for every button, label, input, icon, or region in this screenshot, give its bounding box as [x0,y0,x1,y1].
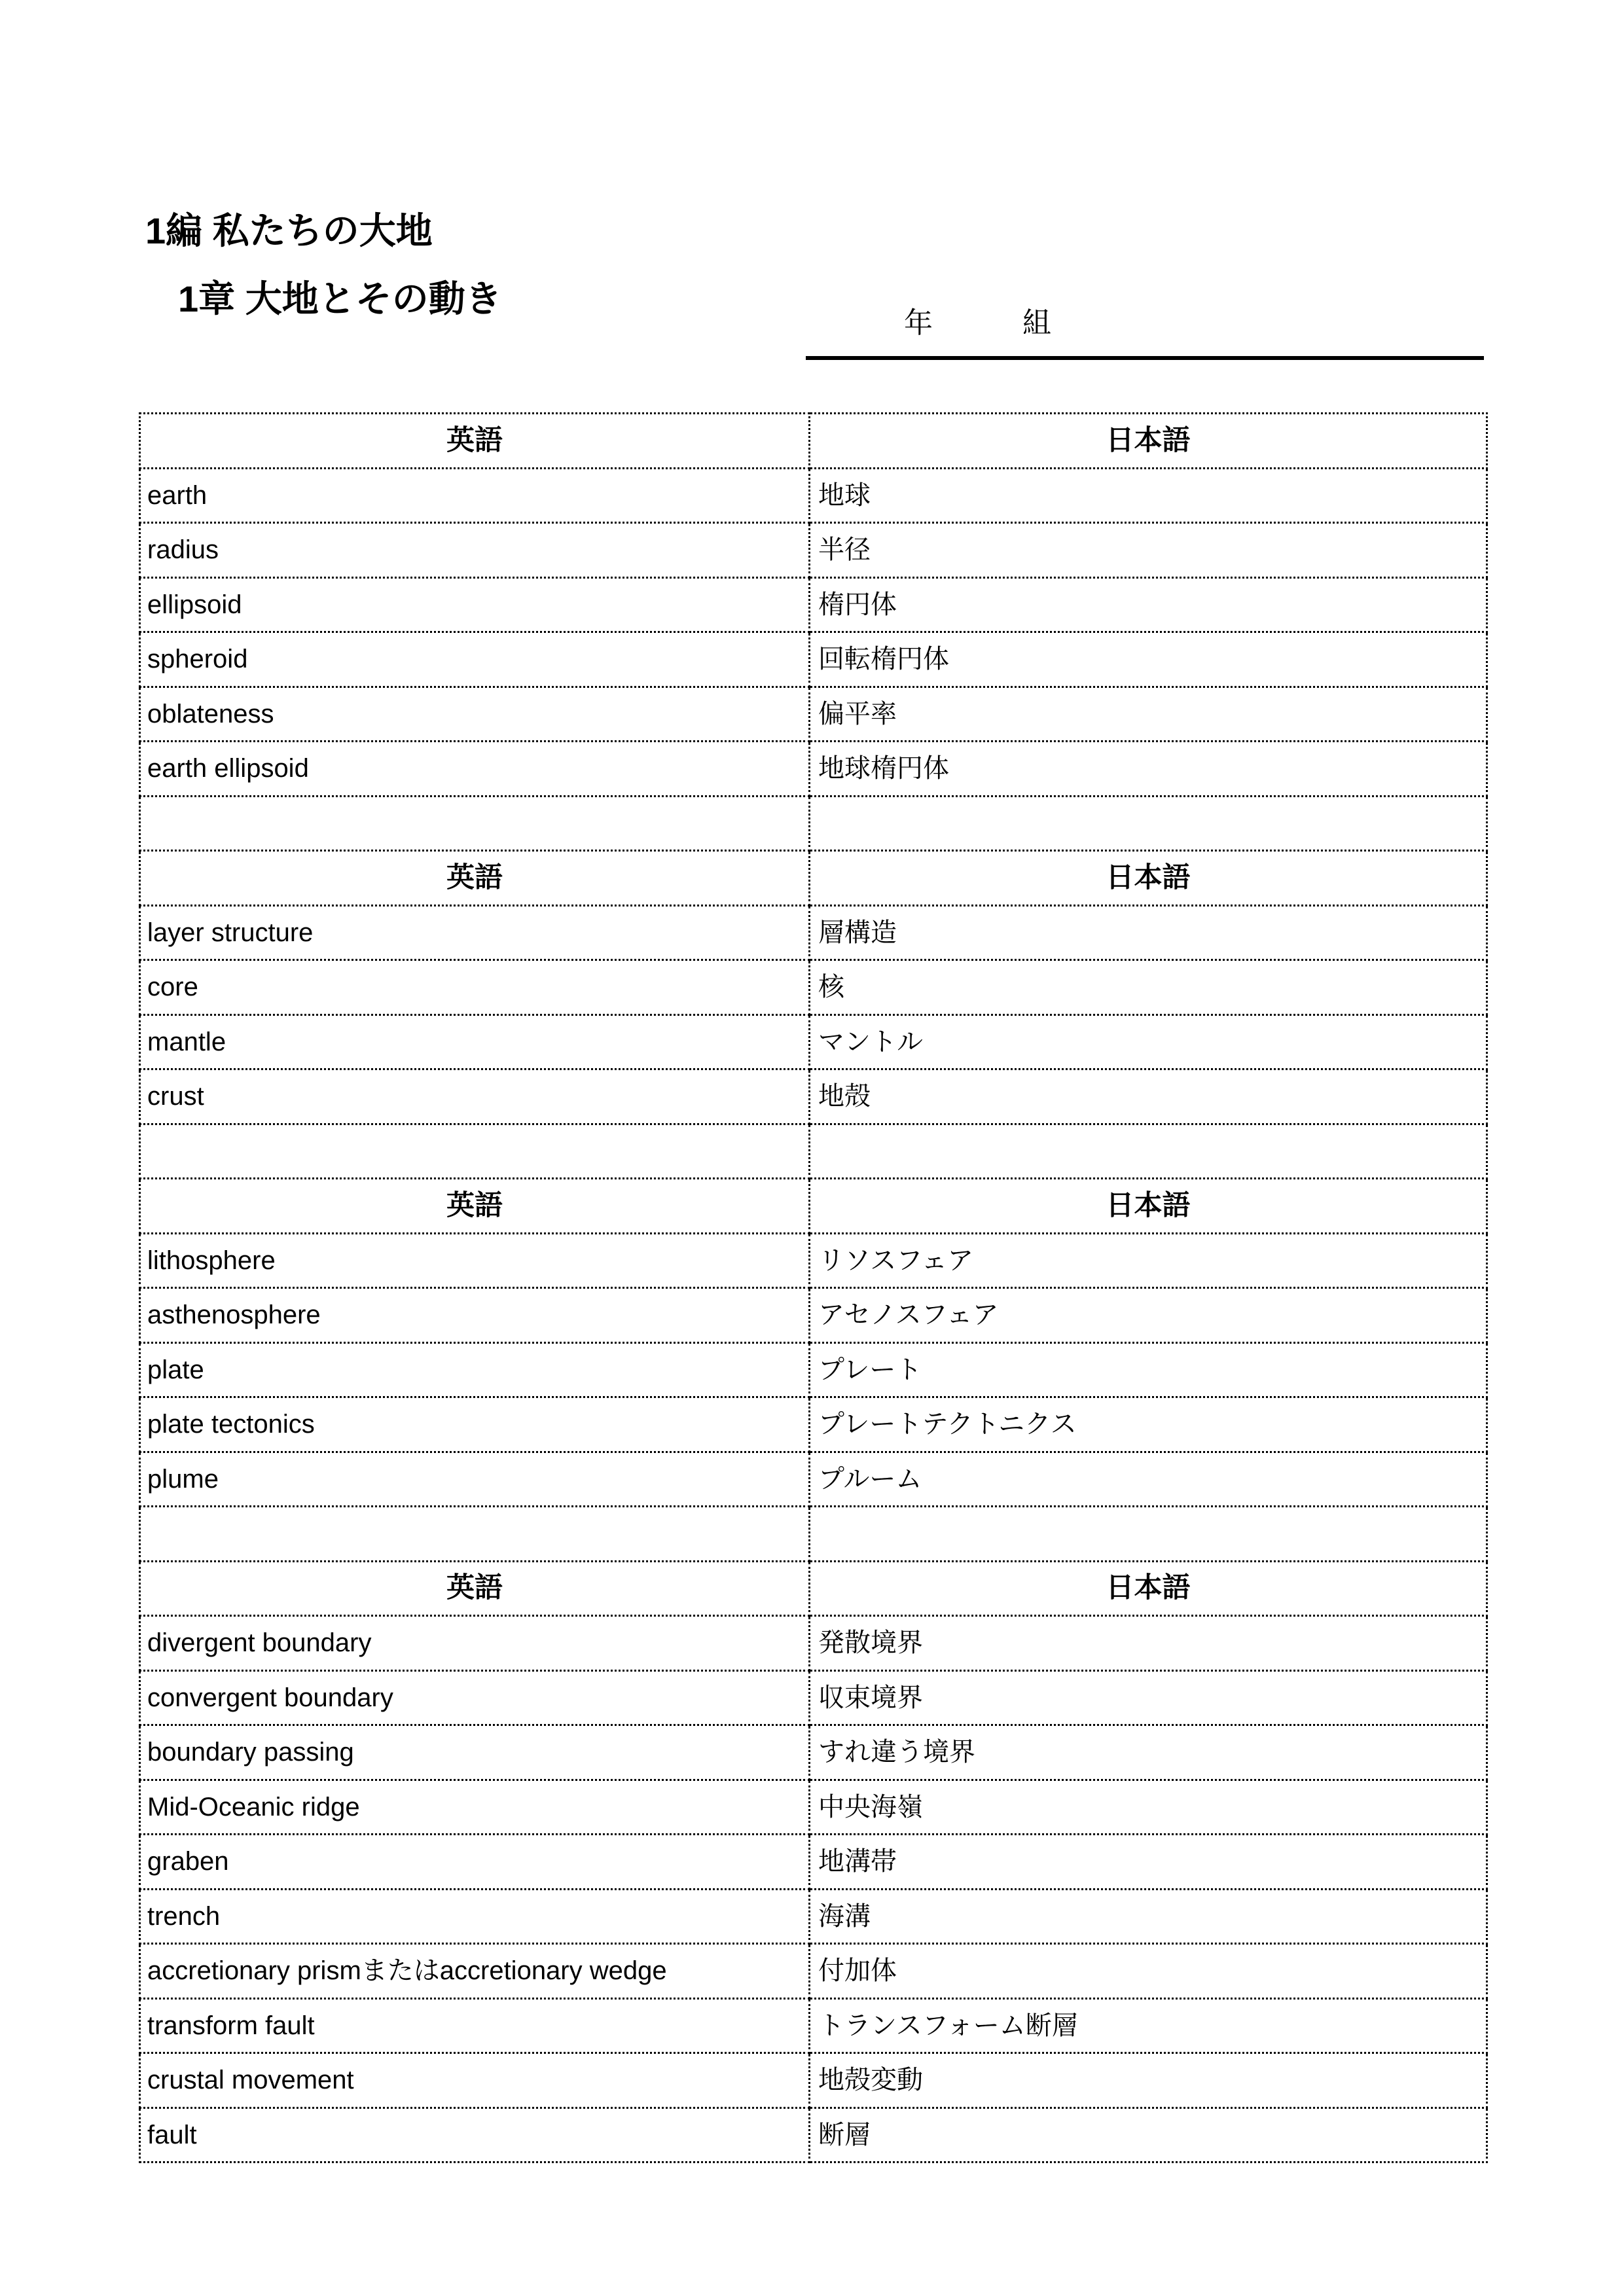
japanese-term-cell: プレート [810,1342,1487,1397]
english-term-cell: radius [140,523,810,578]
english-term-cell: Mid-Oceanic ridge [140,1780,810,1835]
japanese-term-cell: 収束境界 [810,1670,1487,1725]
japanese-term-cell: 核 [810,960,1487,1015]
english-term-cell: plate [140,1342,810,1397]
english-term-cell: divergent boundary [140,1616,810,1671]
english-term-cell: boundary passing [140,1725,810,1780]
table-row [140,523,1487,578]
column-header-english: 英語 [140,851,810,906]
japanese-term-cell: 付加体 [810,1944,1487,1999]
table-row [140,2108,1487,2162]
table-row [140,1780,1487,1835]
table-row [140,960,1487,1015]
table-row [140,1944,1487,1999]
english-term-cell: mantle [140,1014,810,1069]
column-header-row [140,1561,1487,1616]
japanese-term-cell: すれ違う境界 [810,1725,1487,1780]
japanese-term-cell: 地球 [810,468,1487,523]
japanese-term-cell: プレートテクトニクス [810,1397,1487,1452]
japanese-term-cell: 海溝 [810,1889,1487,1944]
english-term-cell: earth [140,468,810,523]
japanese-term-cell: 偏平率 [810,687,1487,742]
english-term-cell: crust [140,1069,810,1124]
japanese-term-cell: 地溝帯 [810,1835,1487,1890]
english-term-cell: oblateness [140,687,810,742]
spacer-row [140,1507,1487,1562]
japanese-term-cell: アセノスフェア [810,1288,1487,1343]
table-row [140,1670,1487,1725]
english-term-cell: earth ellipsoid [140,742,810,797]
japanese-term-cell: 地球楕円体 [810,742,1487,797]
table-row [140,1069,1487,1124]
japanese-term-cell: 楕円体 [810,577,1487,632]
japanese-term-cell: 発散境界 [810,1616,1487,1671]
vocabulary-table [139,412,1488,2163]
table-row [140,2053,1487,2108]
japanese-term-cell: 回転楕円体 [810,632,1487,687]
table-row [140,905,1487,960]
english-term-cell: accretionary prismまたはaccretionary wedge [140,1944,810,1999]
unit-title: 1編 私たちの大地 [145,210,433,251]
table-row [140,1889,1487,1944]
column-header-japanese: 日本語 [810,414,1487,469]
english-term-cell: convergent boundary [140,1670,810,1725]
empty-cell [810,1507,1487,1562]
table-row [140,577,1487,632]
japanese-term-cell: マントル [810,1014,1487,1069]
table-row [140,1835,1487,1890]
table-row [140,1616,1487,1671]
japanese-term-cell: 地殻変動 [810,2053,1487,2108]
english-term-cell: transform fault [140,1998,810,2053]
japanese-term-cell: 中央海嶺 [810,1780,1487,1835]
empty-cell [140,1507,810,1562]
japanese-term-cell: 地殻 [810,1069,1487,1124]
column-header-english: 英語 [140,1179,810,1234]
table-row [140,632,1487,687]
table-row [140,742,1487,797]
column-header-row [140,851,1487,906]
japanese-term-cell: リソスフェア [810,1233,1487,1288]
english-term-cell: plume [140,1452,810,1507]
column-header-japanese: 日本語 [810,851,1487,906]
table-row [140,1725,1487,1780]
english-term-cell: asthenosphere [140,1288,810,1343]
spacer-row [140,1124,1487,1179]
japanese-term-cell: プルーム [810,1452,1487,1507]
japanese-term-cell: トランスフォーム断層 [810,1998,1487,2053]
japanese-term-cell: 半径 [810,523,1487,578]
english-term-cell: ellipsoid [140,577,810,632]
column-header-english: 英語 [140,414,810,469]
english-term-cell: core [140,960,810,1015]
english-term-cell: spheroid [140,632,810,687]
table-row [140,1998,1487,2053]
table-row [140,1233,1487,1288]
japanese-term-cell: 層構造 [810,905,1487,960]
column-header-japanese: 日本語 [810,1179,1487,1234]
table-row [140,1014,1487,1069]
column-header-row [140,1179,1487,1234]
year-label: 年 [904,307,933,339]
empty-cell [140,796,810,851]
column-header-english: 英語 [140,1561,810,1616]
chapter-title: 1章 大地とその動き [178,278,502,319]
table-row [140,1452,1487,1507]
empty-cell [810,796,1487,851]
english-term-cell: plate tectonics [140,1397,810,1452]
column-header-row [140,414,1487,469]
table-row [140,1288,1487,1343]
empty-cell [140,1124,810,1179]
english-term-cell: trench [140,1889,810,1944]
english-term-cell: lithosphere [140,1233,810,1288]
english-term-cell: layer structure [140,905,810,960]
english-term-cell: graben [140,1835,810,1890]
name-entry-line [806,356,1484,360]
empty-cell [810,1124,1487,1179]
table-row [140,1342,1487,1397]
column-header-japanese: 日本語 [810,1561,1487,1616]
english-term-cell: fault [140,2108,810,2162]
class-label: 組 [1022,307,1051,339]
table-row [140,1397,1487,1452]
english-term-cell: crustal movement [140,2053,810,2108]
spacer-row [140,796,1487,851]
japanese-term-cell: 断層 [810,2108,1487,2162]
table-row [140,687,1487,742]
table-row [140,468,1487,523]
